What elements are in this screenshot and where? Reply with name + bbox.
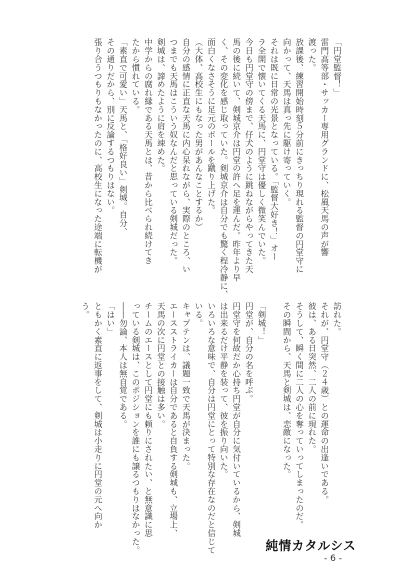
text-line: っている剣城は、このポジションを誰にも譲るつもりはなかった。	[131, 302, 142, 554]
text-line: エースストライカーは自分であると自負する剣城も、立場上、	[169, 302, 180, 538]
text-line: 円堂守を何故だか心持ち円堂が自分に気付いているから、剣城	[232, 302, 243, 538]
text-line: ともかく素直に返事をして、剣城は小走りに円堂の元へ向か	[93, 302, 104, 529]
text-line: く、その変化を感じ取っていた。剣城京介は自分でも驚く程冷静に、	[219, 38, 230, 299]
text-line: その瞬間から、天馬と剣城は、恋敵になった。	[282, 302, 293, 479]
text-line: 向かって、天馬は真っ先に駆け寄っていく。	[282, 38, 293, 206]
upper-text-block	[92, 38, 344, 299]
text-line: ラ全開で懐いてくる天馬に、円堂守は優しく微笑んでいた。	[257, 38, 268, 265]
text-line: 中学からの腐れ縁である天馬とは、昔から比べられ続けてき	[144, 38, 155, 265]
text-line: チームのエースとして円堂にも頼りにされたい、と無意識に思	[144, 302, 155, 538]
text-line: う。	[81, 302, 92, 319]
text-line: 馬の後に続いて、剣城京介は円堂の許へ足を運んだ。昨年より早	[232, 38, 243, 282]
text-line: それは既に日常の光景となっている。「監督大好き！」オー	[270, 38, 281, 261]
text-line: 彼は、ある日突然、二人の前に現れた。	[307, 302, 318, 454]
text-line: その通りだから、別に反論するつもりはない。	[106, 38, 117, 215]
text-line: キャプテンは、議題一致で天馬が決まった。	[181, 302, 192, 470]
text-line: 面白くなさそうに足元のボールを蹴り上げた。	[207, 38, 218, 215]
text-line: そうして、瞬く間に二人の心を奪っていってしまったのだ。	[295, 302, 306, 529]
text-line: 「円堂監督！」	[333, 38, 343, 97]
text-line: （大体、高校生にもなった男があんなことするか）	[194, 38, 205, 232]
text-line: 雷門高等部・サッカー専用グランドに、松風天馬の声が響	[320, 38, 331, 257]
text-line: 自分の感情に正直な天馬に内心呆れながら、実際のところ、い	[181, 38, 192, 274]
text-line: は出来るだけ平静を装って、彼を振り向いた。	[219, 302, 230, 479]
text-line: いる。	[194, 302, 205, 328]
lower-text-block	[80, 302, 344, 554]
text-line: 剣城は、諦めたように肩を竦めた。	[156, 38, 167, 173]
text-line: 今日も円堂守の傍まで、仔犬のように跳ねながらやってきた天	[244, 38, 255, 274]
page-number: - 6 -	[324, 554, 342, 564]
text-line: 「素直で可愛い」天馬と、「格好良い」剣城。自分、	[118, 38, 129, 236]
text-line: 天馬の次に円堂との接触は多い。	[156, 302, 167, 428]
text-line: 訪れた。	[333, 302, 343, 336]
text-line: 張り合うつもりもなかったのに、高校生になった途端に転機が	[93, 38, 104, 274]
text-line: 渡った。	[307, 38, 318, 72]
text-line: 「はい」	[106, 302, 117, 336]
text-line: 放課後、練習開始時刻５分前にきっちり現れる監督の円堂守に	[295, 38, 306, 274]
text-line: 「剣城！」	[257, 302, 268, 344]
text-line: それが、円堂守（２４歳）との運命の出逢いである。	[320, 302, 331, 504]
text-line: 円堂が、自分の名を呼ぶ。	[244, 302, 255, 403]
text-line: たから慣れている。	[131, 38, 142, 114]
book-title: 純情カタルシス	[265, 538, 356, 553]
text-line: ――勿論、本人は無自覚である。	[118, 302, 129, 428]
text-line	[268, 302, 281, 547]
text-line: つまでも天馬はこういう奴なんだと思っている剣城だった。	[169, 38, 180, 265]
text-line: いろいろな意味で、自分は円堂にとって特別な存在なのだと信じて	[207, 302, 218, 554]
